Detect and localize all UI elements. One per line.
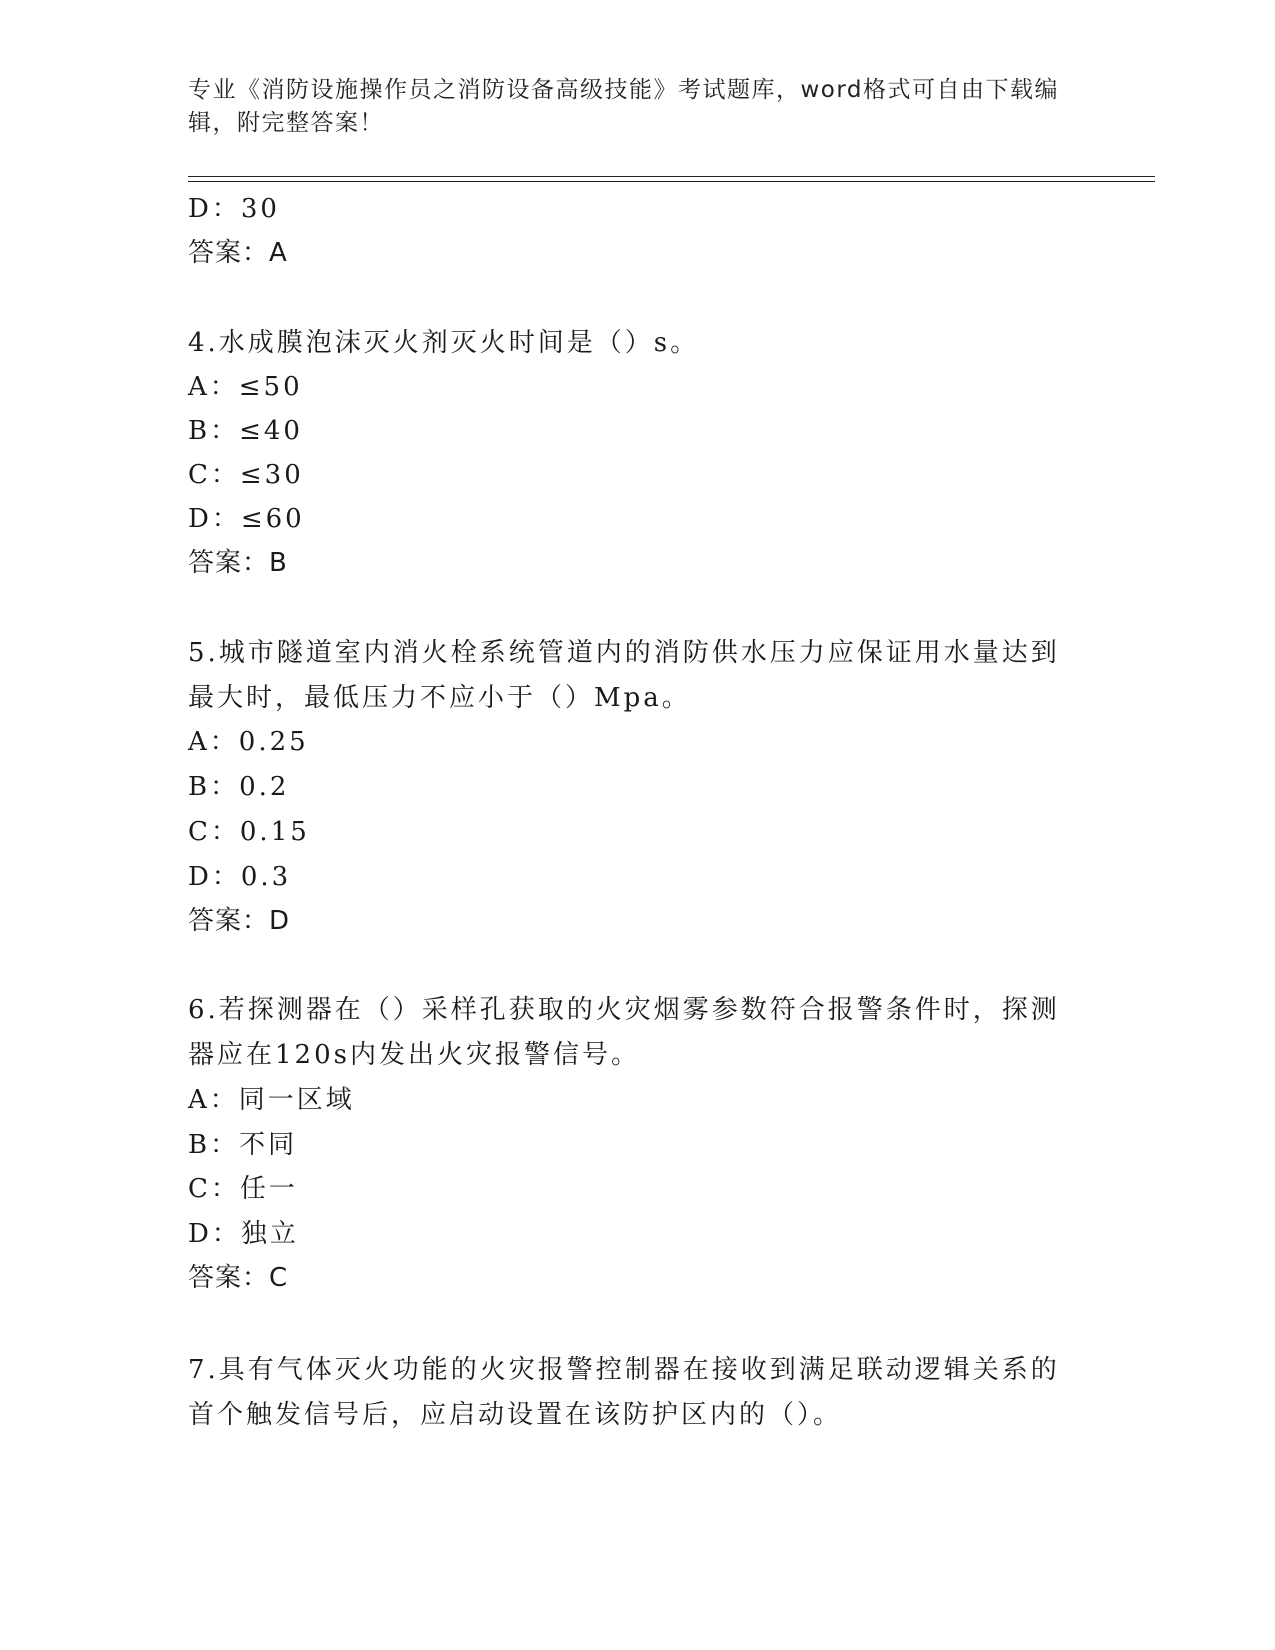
q6-answer: 答案：C — [188, 1263, 289, 1293]
q4-option-c: C：≤30 — [188, 460, 304, 490]
q4-option-a: A：≤50 — [188, 372, 303, 402]
q6-option-c: C：任一 — [188, 1174, 298, 1204]
header-rule-bottom — [188, 181, 1155, 182]
q6-option-a: A：同一区域 — [188, 1085, 355, 1115]
q5-option-a: A：0.25 — [188, 727, 309, 757]
q4-question: 4.水成膜泡沫灭火剂灭火时间是（）s。 — [188, 328, 700, 358]
q3-answer: 答案：A — [188, 238, 288, 268]
q6-question-line-1: 6.若探测器在（）采样孔获取的火灾烟雾参数符合报警条件时，探测 — [188, 995, 1060, 1025]
document-header — [188, 74, 1068, 140]
header-line-1: 专业《消防设施操作员之消防设备高级技能》考试题库，word格式可自由下载编 — [188, 77, 1060, 103]
q6-question-line-2: 器应在120s内发出火灾报警信号。 — [188, 1040, 640, 1070]
q4-option-d: D：≤60 — [188, 504, 305, 534]
q6-option-b: B：不同 — [188, 1130, 298, 1160]
q5-option-c: C：0.15 — [188, 817, 310, 847]
q3-option-d: D：30 — [188, 194, 280, 224]
q5-question-line-1: 5.城市隧道室内消火栓系统管道内的消防供水压力应保证用水量达到 — [188, 638, 1060, 668]
q7-question-line-1: 7.具有气体灭火功能的火灾报警控制器在接收到满足联动逻辑关系的 — [188, 1355, 1060, 1385]
header-line-2: 辑，附完整答案！ — [188, 110, 384, 136]
q5-question-line-2: 最大时，最低压力不应小于（）Mpa。 — [188, 683, 691, 713]
q5-option-d: D：0.3 — [188, 862, 292, 892]
q5-answer: 答案：D — [188, 906, 291, 936]
q5-option-b: B：0.2 — [188, 772, 290, 802]
q6-option-d: D：独立 — [188, 1219, 299, 1249]
header-rule-top — [188, 176, 1155, 177]
q4-option-b: B：≤40 — [188, 416, 303, 446]
q7-question-line-2: 首个触发信号后，应启动设置在该防护区内的（）。 — [188, 1400, 843, 1430]
q4-answer: 答案：B — [188, 548, 288, 578]
